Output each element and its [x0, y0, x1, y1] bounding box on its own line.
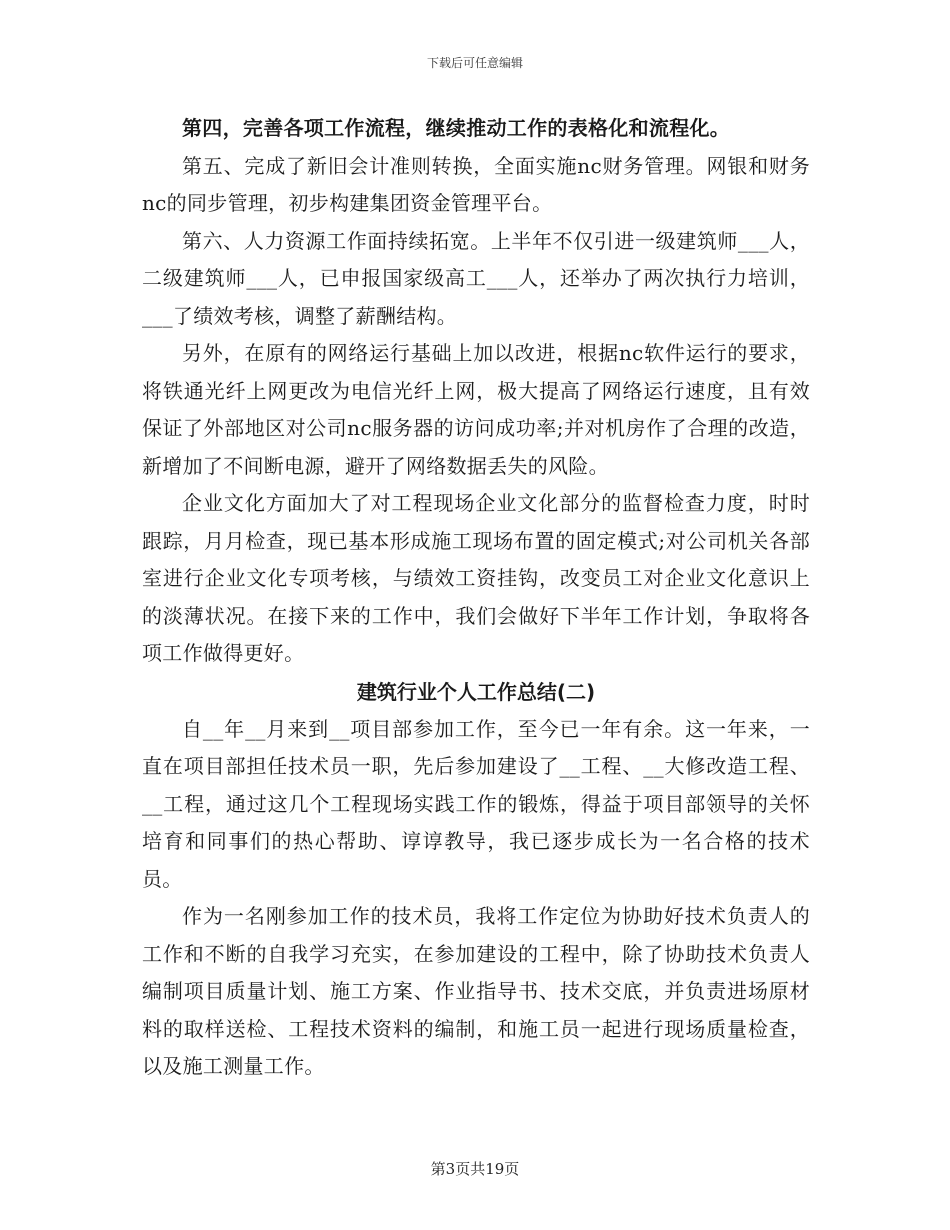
paragraph-item-6: 第六、人力资源工作面持续拓宽。上半年不仅引进一级建筑师___人，二级建筑师___人，已申报国家级高工___人，还举办了两次执行力培训，___了绩效考核，调整了薪酬结构。 [142, 228, 810, 328]
paragraph-network: 另外，在原有的网络运行基础上加以改进，根据nc软件运行的要求，将铁通光纤上网更改为电信光纤上网，极大提高了网络运行速度，且有效保证了外部地区对公司nc服务器的访问成功率;并对机房作了合理的改造，新增加了不间断电源，避开了网络数据丢失的风险。 [142, 341, 810, 478]
paragraph-role: 作为一名刚参加工作的技术员，我将工作定位为协助好技术负责人的工作和不断的自我学习充实，在参加建设的工程中，除了协助技术负责人编制项目质量计划、施工方案、作业指导书、技术交底，并负责进场原材料的取样送检、工程技术资料的编制，和施工员一起进行现场质量检查，以及施工测量工作。 [142, 904, 810, 1078]
document-body [142, 110, 810, 1086]
paragraph-culture: 企业文化方面加大了对工程现场企业文化部分的监督检查力度，时时跟踪，月月检查，现已基本形成施工现场布置的固定模式;对公司机关各部室进行企业文化专项考核，与绩效工资挂钩，改变员工对企业文化意识上的淡薄状况。在接下来的工作中，我们会做好下半年工作计划，争取将各项工作做得更好。 [142, 491, 810, 665]
page-number: 第3页共19页 [430, 1160, 520, 1178]
paragraph-item-5: 第五、完成了新旧会计准则转换，全面实施nc财务管理。网银和财务nc的同步管理，初步构建集团资金管理平台。 [142, 153, 810, 215]
paragraph-item-4: 第四，完善各项工作流程，继续推动工作的表格化和流程化。 [182, 116, 731, 140]
paragraph-intro: 自__年__月来到__项目部参加工作，至今已一年有余。这一年来，一直在项目部担任技术员一职，先后参加建设了__工程、__大修改造工程、__工程，通过这几个工程现场实践工作的锻炼，得益于项目部领导的关怀培育和同事们的热心帮助、谆谆教导，我已逐步成长为一名合格的技术员。 [142, 716, 810, 891]
section-heading: 建筑行业个人工作总结(二) [356, 679, 596, 704]
page-header: 下载后可任意编辑 [426, 56, 523, 70]
